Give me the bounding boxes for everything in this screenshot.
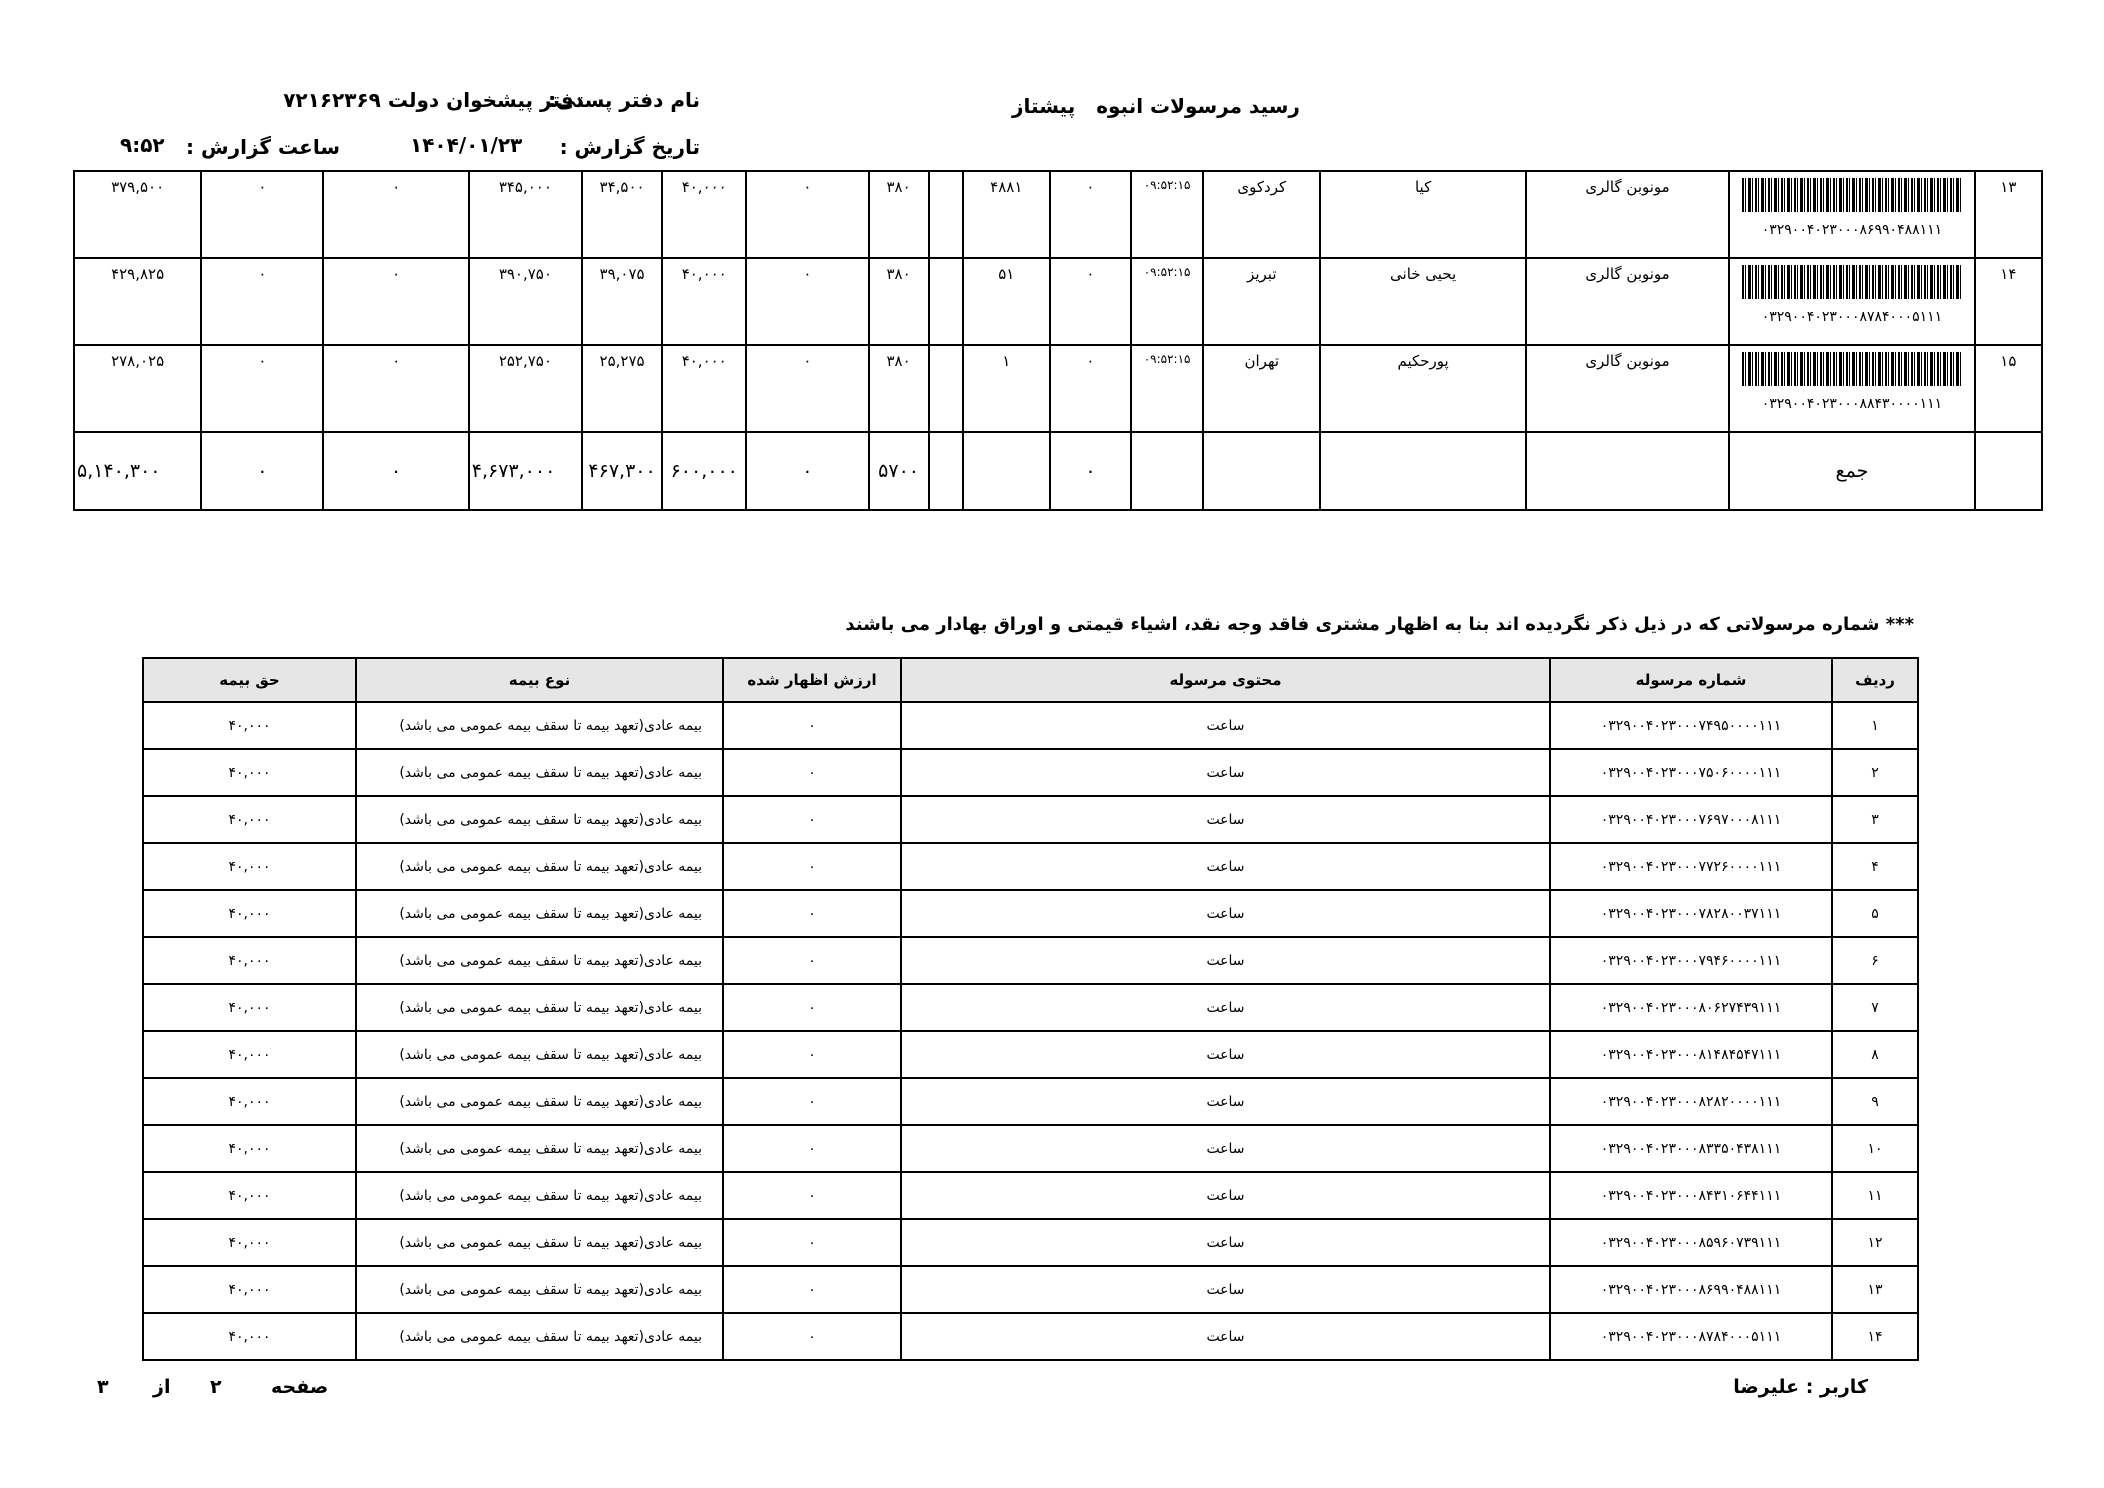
ins-cell-content: ساعت — [901, 1266, 1550, 1313]
cell-receiver: کیا — [1320, 171, 1525, 258]
ins-cell-type: بیمه عادی(تعهد بیمه تا سقف بیمه عمومی می باشد) — [356, 1125, 723, 1172]
barcode-cell — [1729, 171, 1974, 258]
ins-cell-number: ۰۳۲۹۰۰۴۰۲۳۰۰۰۷۵۰۶۰۰۰۰۱۱۱ — [1550, 749, 1832, 796]
cell-c10: ۰ — [201, 258, 323, 345]
cell-time: ۰۹:۵۲:۱۵ — [1131, 258, 1203, 345]
total-c6: ۶۰۰,۰۰۰ — [662, 432, 746, 510]
insurance-row — [143, 1031, 1918, 1078]
barcode — [1732, 352, 1971, 412]
barcode-cell — [1729, 345, 1974, 432]
ins-cell-content: ساعت — [901, 1031, 1550, 1078]
cell-c7: ۳۹,۰۷۵ — [582, 258, 662, 345]
ins-cell-index: ۹ — [1832, 1078, 1918, 1125]
total-row — [74, 432, 2042, 510]
report-date-label: تاریخ گزارش : — [559, 135, 700, 159]
ins-cell-declared: ۰ — [723, 702, 901, 749]
header-content: محتوی مرسوله — [901, 658, 1550, 702]
ins-cell-declared: ۰ — [723, 1266, 901, 1313]
ins-cell-fee: ۴۰,۰۰۰ — [143, 1125, 356, 1172]
report-time-value: ۹:۵۲ — [120, 133, 165, 157]
cell-c1: ۰ — [1050, 258, 1131, 345]
ins-cell-type: بیمه عادی(تعهد بیمه تا سقف بیمه عمومی می باشد) — [356, 702, 723, 749]
cell-c8: ۳۹۰,۷۵۰ — [469, 258, 582, 345]
ins-cell-content: ساعت — [901, 1078, 1550, 1125]
ins-cell-index: ۱۲ — [1832, 1219, 1918, 1266]
ins-cell-index: ۱ — [1832, 702, 1918, 749]
cell-c10: ۰ — [201, 171, 323, 258]
ins-cell-type: بیمه عادی(تعهد بیمه تا سقف بیمه عمومی می باشد) — [356, 1031, 723, 1078]
total-empty — [1320, 432, 1525, 510]
ins-cell-index: ۱۰ — [1832, 1125, 1918, 1172]
cell-c5: ۰ — [746, 171, 868, 258]
ins-cell-type: بیمه عادی(تعهد بیمه تا سقف بیمه عمومی می باشد) — [356, 1266, 723, 1313]
ins-cell-fee: ۴۰,۰۰۰ — [143, 1219, 356, 1266]
header-declared: ارزش اظهار شده — [723, 658, 901, 702]
insurance-table — [142, 657, 1919, 1361]
ins-cell-content: ساعت — [901, 749, 1550, 796]
shipment-row — [74, 258, 2042, 345]
cell-c9: ۰ — [323, 171, 468, 258]
ins-cell-number: ۰۳۲۹۰۰۴۰۲۳۰۰۰۷۴۹۵۰۰۰۰۱۱۱ — [1550, 702, 1832, 749]
report-title-text: رسید مرسولات انبوه — [1096, 94, 1300, 118]
cell-c7: ۳۴,۵۰۰ — [582, 171, 662, 258]
ins-cell-number: ۰۳۲۹۰۰۴۰۲۳۰۰۰۸۲۸۲۰۰۰۰۱۱۱ — [1550, 1078, 1832, 1125]
total-c11: ۵,۱۴۰,۳۰۰ — [74, 432, 201, 510]
ins-cell-index: ۴ — [1832, 843, 1918, 890]
cell-receiver: پورحکیم — [1320, 345, 1525, 432]
insurance-row — [143, 702, 1918, 749]
barcode-icon — [1742, 178, 1962, 212]
total-c4: ۵۷۰۰ — [869, 432, 929, 510]
cell-c2: ۵۱ — [963, 258, 1050, 345]
ins-cell-fee: ۴۰,۰۰۰ — [143, 1172, 356, 1219]
barcode — [1732, 265, 1971, 325]
barcode-icon — [1742, 352, 1962, 386]
cell-c7: ۲۵,۲۷۵ — [582, 345, 662, 432]
header-type: نوع بیمه — [356, 658, 723, 702]
user-label: کاربر : علیرضا — [1733, 1376, 1868, 1398]
service-type: پیشتاز — [1012, 94, 1076, 118]
ins-cell-number: ۰۳۲۹۰۰۴۰۲۳۰۰۰۸۰۶۲۷۴۳۹۱۱۱ — [1550, 984, 1832, 1031]
ins-cell-declared: ۰ — [723, 1172, 901, 1219]
shipment-row — [74, 345, 2042, 432]
total-c7: ۴۶۷,۳۰۰ — [582, 432, 662, 510]
page-of: از — [153, 1376, 171, 1398]
ins-cell-declared: ۰ — [723, 1125, 901, 1172]
ins-cell-type: بیمه عادی(تعهد بیمه تا سقف بیمه عمومی می باشد) — [356, 1078, 723, 1125]
ins-cell-fee: ۴۰,۰۰۰ — [143, 749, 356, 796]
cell-time: ۰۹:۵۲:۱۵ — [1131, 171, 1203, 258]
page-label: صفحه — [271, 1376, 329, 1398]
ins-cell-content: ساعت — [901, 1219, 1550, 1266]
total-empty — [1975, 432, 2042, 510]
barcode-number: ۰۳۲۹۰۰۴۰۲۳۰۰۰۸۷۸۴۰۰۰۵۱۱۱ — [1761, 309, 1943, 325]
ins-cell-declared: ۰ — [723, 1219, 901, 1266]
ins-cell-index: ۲ — [1832, 749, 1918, 796]
ins-cell-number: ۰۳۲۹۰۰۴۰۲۳۰۰۰۸۷۸۴۰۰۰۵۱۱۱ — [1550, 1313, 1832, 1360]
cell-c6: ۴۰,۰۰۰ — [662, 345, 746, 432]
cell-c8: ۲۵۲,۷۵۰ — [469, 345, 582, 432]
insurance-row — [143, 1219, 1918, 1266]
cell-c9: ۰ — [323, 345, 468, 432]
ins-cell-content: ساعت — [901, 1172, 1550, 1219]
cell-c2: ۱ — [963, 345, 1050, 432]
barcode-cell — [1729, 258, 1974, 345]
ins-cell-type: بیمه عادی(تعهد بیمه تا سقف بیمه عمومی می باشد) — [356, 1219, 723, 1266]
total-c1: ۰ — [1050, 432, 1131, 510]
total-c9: ۰ — [323, 432, 468, 510]
ins-cell-fee: ۴۰,۰۰۰ — [143, 937, 356, 984]
ins-cell-fee: ۴۰,۰۰۰ — [143, 1031, 356, 1078]
ins-cell-number: ۰۳۲۹۰۰۴۰۲۳۰۰۰۸۳۳۵۰۴۳۸۱۱۱ — [1550, 1125, 1832, 1172]
cell-c2: ۴۸۸۱ — [963, 171, 1050, 258]
total-empty — [1131, 432, 1203, 510]
ins-cell-content: ساعت — [901, 1125, 1550, 1172]
total-empty — [1203, 432, 1320, 510]
ins-cell-fee: ۴۰,۰۰۰ — [143, 984, 356, 1031]
cell-c4: ۳۸۰ — [869, 345, 929, 432]
cell-c3 — [929, 171, 963, 258]
insurance-row — [143, 1172, 1918, 1219]
insurance-row — [143, 1313, 1918, 1360]
ins-cell-fee: ۴۰,۰۰۰ — [143, 796, 356, 843]
insurance-row — [143, 843, 1918, 890]
insurance-row — [143, 984, 1918, 1031]
total-empty — [963, 432, 1050, 510]
cell-city: تبریز — [1203, 258, 1320, 345]
ins-cell-index: ۸ — [1832, 1031, 1918, 1078]
insurance-row — [143, 937, 1918, 984]
cell-c3 — [929, 345, 963, 432]
cell-c11: ۲۷۸,۰۲۵ — [74, 345, 201, 432]
note-text: *** شماره مرسولاتی که در ذیل ذکر نگردیده اند بنا به اظهار مشتری فاقد وجه نقد، اشیاء قیمتی و اوراق بهادار می باشند — [845, 614, 1914, 635]
ins-cell-content: ساعت — [901, 984, 1550, 1031]
cell-c3 — [929, 258, 963, 345]
ins-cell-fee: ۴۰,۰۰۰ — [143, 1266, 356, 1313]
ins-cell-index: ۶ — [1832, 937, 1918, 984]
cell-receiver: یحیی خانی — [1320, 258, 1525, 345]
cell-city: تهران — [1203, 345, 1320, 432]
ins-cell-declared: ۰ — [723, 937, 901, 984]
ins-cell-declared: ۰ — [723, 984, 901, 1031]
ins-cell-type: بیمه عادی(تعهد بیمه تا سقف بیمه عمومی می باشد) — [356, 984, 723, 1031]
report-title — [1012, 94, 1300, 118]
ins-cell-number: ۰۳۲۹۰۰۴۰۲۳۰۰۰۸۴۳۱۰۶۴۴۱۱۱ — [1550, 1172, 1832, 1219]
ins-cell-declared: ۰ — [723, 796, 901, 843]
barcode-number: ۰۳۲۹۰۰۴۰۲۳۰۰۰۸۶۹۹۰۴۸۸۱۱۱ — [1761, 222, 1943, 238]
ins-cell-content: ساعت — [901, 796, 1550, 843]
ins-cell-fee: ۴۰,۰۰۰ — [143, 843, 356, 890]
cell-c1: ۰ — [1050, 345, 1131, 432]
total-empty — [1526, 432, 1729, 510]
ins-cell-declared: ۰ — [723, 843, 901, 890]
ins-cell-number: ۰۳۲۹۰۰۴۰۲۳۰۰۰۸۶۹۹۰۴۸۸۱۱۱ — [1550, 1266, 1832, 1313]
total-c8: ۴,۶۷۳,۰۰۰ — [469, 432, 582, 510]
insurance-row — [143, 1078, 1918, 1125]
ins-cell-type: بیمه عادی(تعهد بیمه تا سقف بیمه عمومی می باشد) — [356, 796, 723, 843]
insurance-row — [143, 1266, 1918, 1313]
ins-cell-number: ۰۳۲۹۰۰۴۰۲۳۰۰۰۸۵۹۶۰۷۳۹۱۱۱ — [1550, 1219, 1832, 1266]
cell-c6: ۴۰,۰۰۰ — [662, 171, 746, 258]
insurance-header-row — [143, 658, 1918, 702]
ins-cell-content: ساعت — [901, 1313, 1550, 1360]
ins-cell-type: بیمه عادی(تعهد بیمه تا سقف بیمه عمومی می باشد) — [356, 843, 723, 890]
cell-sender: مونوبن گالری — [1526, 171, 1729, 258]
header-index: ردیف — [1832, 658, 1918, 702]
ins-cell-content: ساعت — [901, 702, 1550, 749]
ins-cell-number: ۰۳۲۹۰۰۴۰۲۳۰۰۰۸۱۴۸۴۵۴۷۱۱۱ — [1550, 1031, 1832, 1078]
insurance-row — [143, 1125, 1918, 1172]
cell-c1: ۰ — [1050, 171, 1131, 258]
ins-cell-number: ۰۳۲۹۰۰۴۰۲۳۰۰۰۷۹۴۶۰۰۰۰۱۱۱ — [1550, 937, 1832, 984]
ins-cell-fee: ۴۰,۰۰۰ — [143, 890, 356, 937]
ins-cell-content: ساعت — [901, 843, 1550, 890]
barcode — [1732, 178, 1971, 238]
page-current: ۲ — [210, 1376, 222, 1398]
ins-cell-fee: ۴۰,۰۰۰ — [143, 702, 356, 749]
cell-city: کردکوی — [1203, 171, 1320, 258]
cell-c10: ۰ — [201, 345, 323, 432]
cell-c4: ۳۸۰ — [869, 171, 929, 258]
ins-cell-declared: ۰ — [723, 1313, 901, 1360]
office-value: دفتر پیشخوان دولت ۷۲۱۶۲۳۶۹ — [283, 88, 584, 112]
barcode-icon — [1742, 265, 1962, 299]
header-fee: حق بیمه — [143, 658, 356, 702]
ins-cell-content: ساعت — [901, 937, 1550, 984]
cell-c5: ۰ — [746, 258, 868, 345]
insurance-row — [143, 796, 1918, 843]
shipments-table — [73, 170, 2043, 511]
ins-cell-number: ۰۳۲۹۰۰۴۰۲۳۰۰۰۷۷۲۶۰۰۰۰۱۱۱ — [1550, 843, 1832, 890]
row-index: ۱۴ — [1975, 258, 2042, 345]
header-number: شماره مرسوله — [1550, 658, 1832, 702]
shipment-row — [74, 171, 2042, 258]
report-time-label: ساعت گزارش : — [186, 135, 340, 159]
ins-cell-index: ۷ — [1832, 984, 1918, 1031]
ins-cell-declared: ۰ — [723, 890, 901, 937]
cell-c11: ۴۲۹,۸۲۵ — [74, 258, 201, 345]
ins-cell-content: ساعت — [901, 890, 1550, 937]
insurance-row — [143, 749, 1918, 796]
ins-cell-declared: ۰ — [723, 1031, 901, 1078]
ins-cell-type: بیمه عادی(تعهد بیمه تا سقف بیمه عمومی می باشد) — [356, 749, 723, 796]
cell-c5: ۰ — [746, 345, 868, 432]
cell-c4: ۳۸۰ — [869, 258, 929, 345]
cell-c9: ۰ — [323, 258, 468, 345]
ins-cell-type: بیمه عادی(تعهد بیمه تا سقف بیمه عمومی می باشد) — [356, 890, 723, 937]
ins-cell-index: ۱۳ — [1832, 1266, 1918, 1313]
cell-c11: ۳۷۹,۵۰۰ — [74, 171, 201, 258]
ins-cell-fee: ۴۰,۰۰۰ — [143, 1313, 356, 1360]
ins-cell-type: بیمه عادی(تعهد بیمه تا سقف بیمه عمومی می باشد) — [356, 937, 723, 984]
cell-time: ۰۹:۵۲:۱۵ — [1131, 345, 1203, 432]
ins-cell-declared: ۰ — [723, 749, 901, 796]
row-index: ۱۵ — [1975, 345, 2042, 432]
ins-cell-index: ۱۴ — [1832, 1313, 1918, 1360]
ins-cell-index: ۵ — [1832, 890, 1918, 937]
ins-cell-type: بیمه عادی(تعهد بیمه تا سقف بیمه عمومی می باشد) — [356, 1172, 723, 1219]
ins-cell-index: ۱۱ — [1832, 1172, 1918, 1219]
cell-c8: ۳۴۵,۰۰۰ — [469, 171, 582, 258]
total-c5: ۰ — [746, 432, 868, 510]
ins-cell-fee: ۴۰,۰۰۰ — [143, 1078, 356, 1125]
barcode-number: ۰۳۲۹۰۰۴۰۲۳۰۰۰۸۸۴۳۰۰۰۰۱۱۱ — [1761, 396, 1943, 412]
page-total: ۳ — [97, 1376, 109, 1398]
ins-cell-declared: ۰ — [723, 1078, 901, 1125]
office-label: نام دفتر پستی: — [548, 88, 700, 112]
cell-c6: ۴۰,۰۰۰ — [662, 258, 746, 345]
report-date-value: ۱۴۰۴/۰۱/۲۳ — [410, 133, 523, 157]
ins-cell-number: ۰۳۲۹۰۰۴۰۲۳۰۰۰۷۶۹۷۰۰۰۸۱۱۱ — [1550, 796, 1832, 843]
cell-sender: مونوبن گالری — [1526, 345, 1729, 432]
total-empty — [929, 432, 963, 510]
total-label: جمع — [1729, 432, 1974, 510]
row-index: ۱۳ — [1975, 171, 2042, 258]
ins-cell-type: بیمه عادی(تعهد بیمه تا سقف بیمه عمومی می باشد) — [356, 1313, 723, 1360]
total-c10: ۰ — [201, 432, 323, 510]
insurance-row — [143, 890, 1918, 937]
cell-sender: مونوبن گالری — [1526, 258, 1729, 345]
ins-cell-index: ۳ — [1832, 796, 1918, 843]
ins-cell-number: ۰۳۲۹۰۰۴۰۲۳۰۰۰۷۸۲۸۰۰۳۷۱۱۱ — [1550, 890, 1832, 937]
